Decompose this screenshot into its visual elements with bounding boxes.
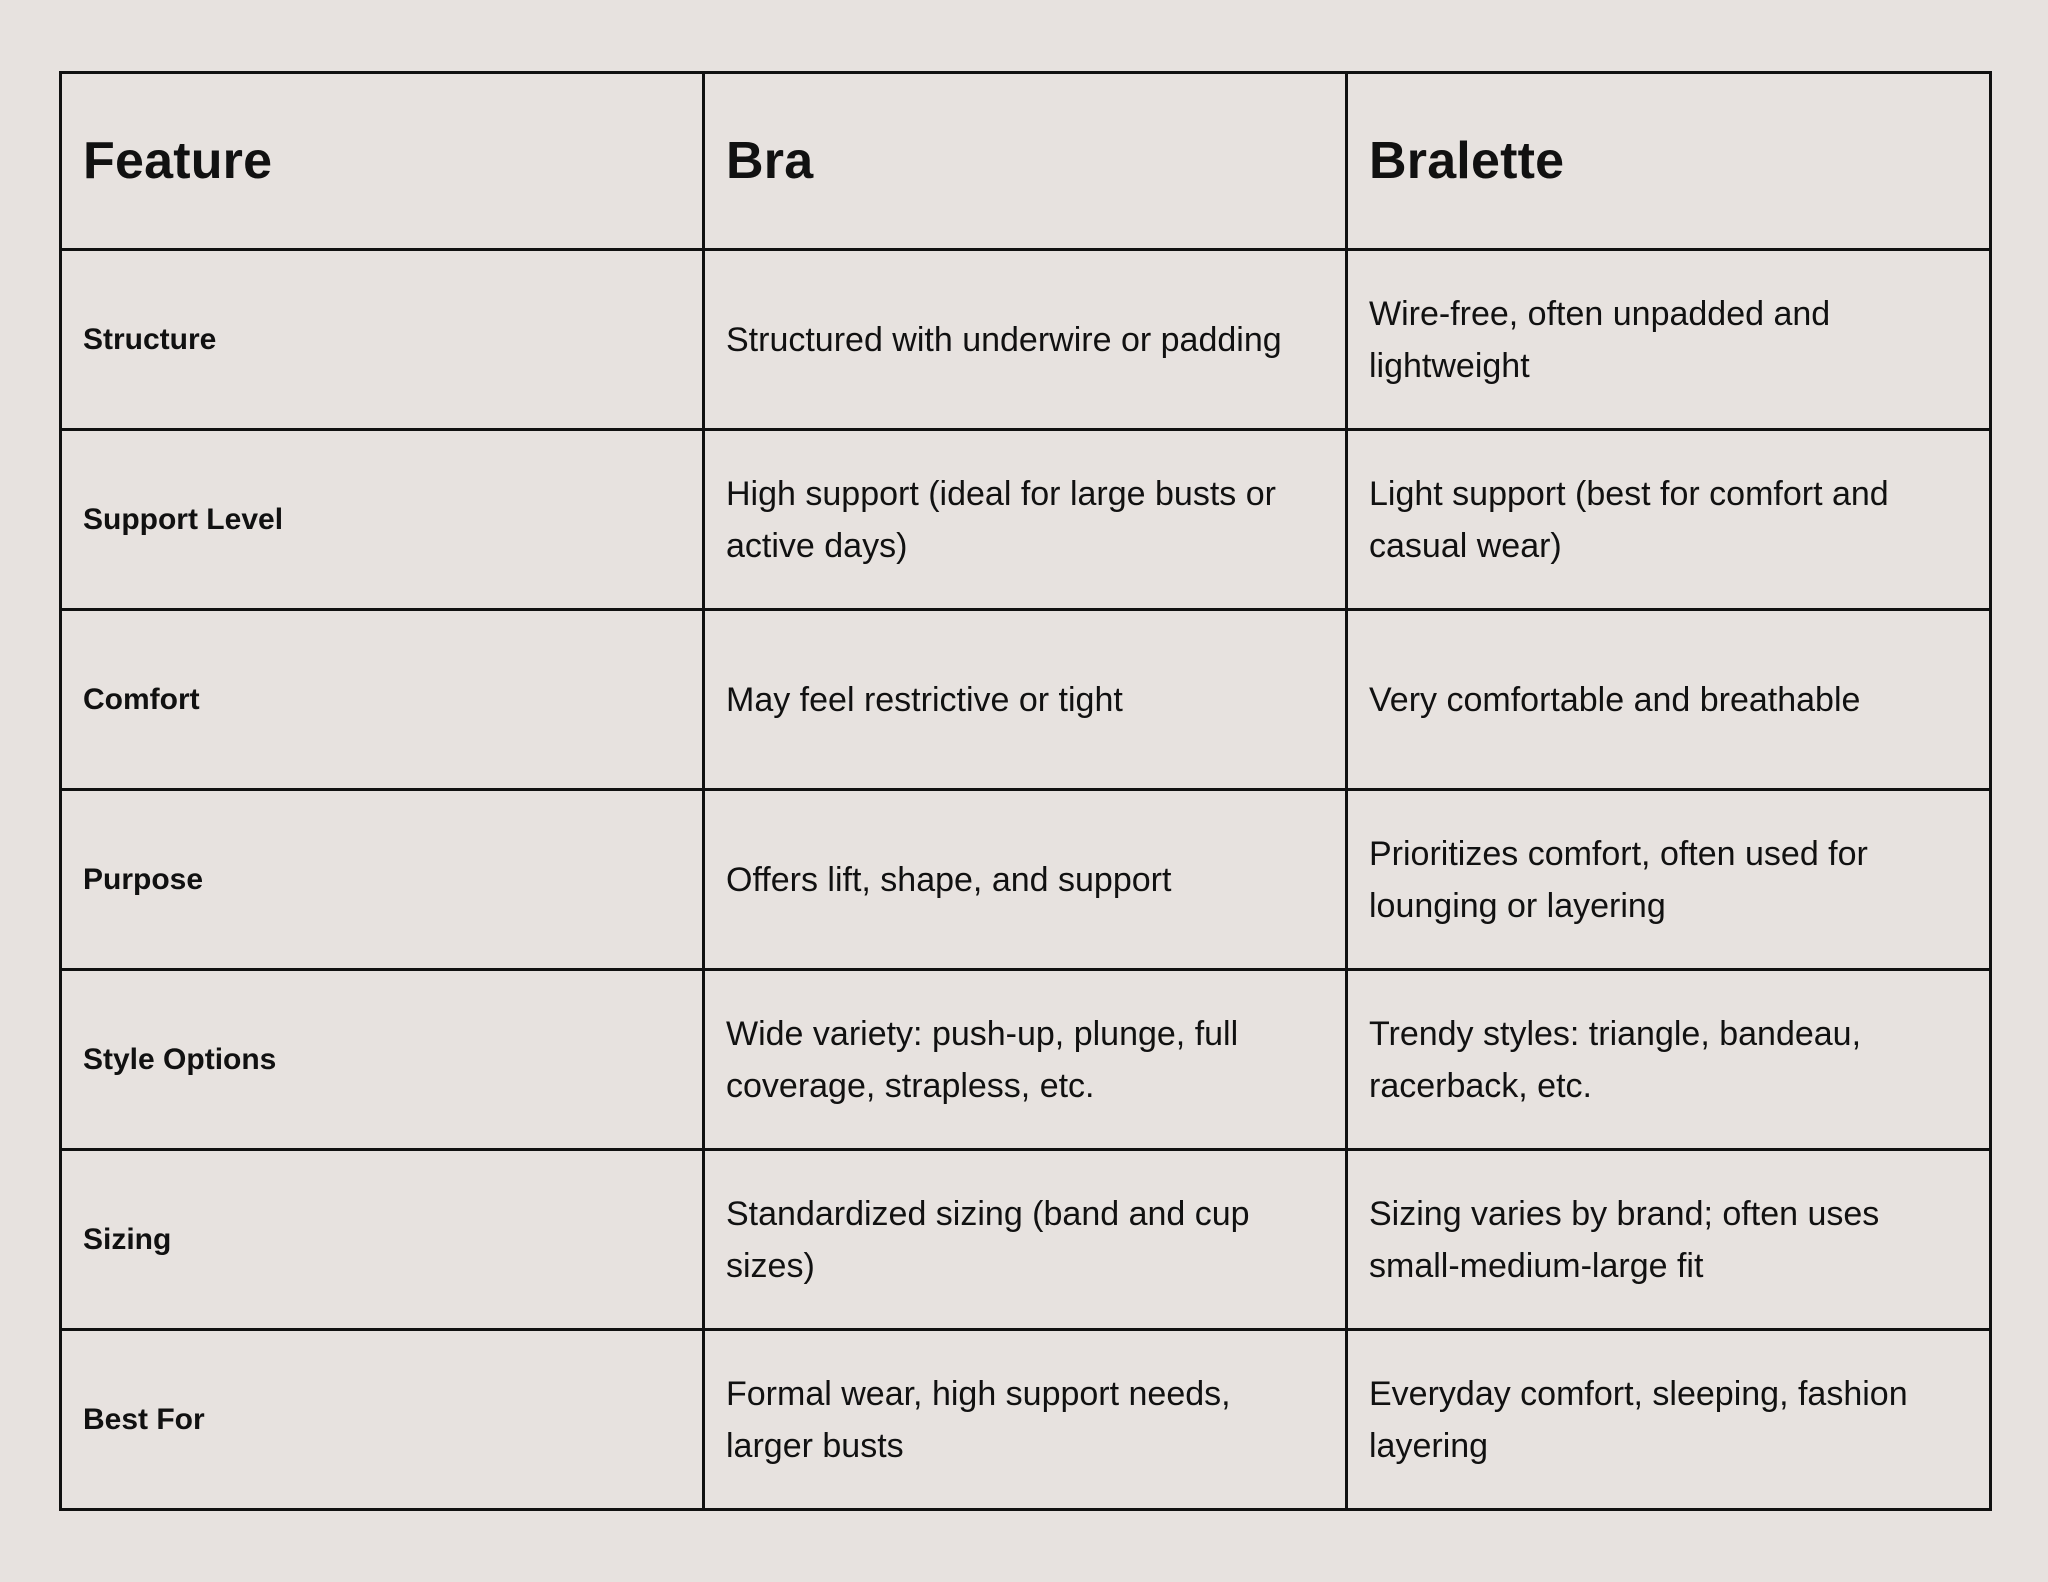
bra-cell: May feel restrictive or tight — [704, 610, 1347, 790]
table-row — [61, 610, 1991, 790]
bra-cell: Structured with underwire or padding — [704, 250, 1347, 430]
bra-cell: Standardized sizing (band and cup sizes) — [704, 1150, 1347, 1330]
feature-cell: Comfort — [61, 610, 704, 790]
header-bralette: Bralette — [1347, 73, 1991, 250]
bra-cell: High support (ideal for large busts or active days) — [704, 430, 1347, 610]
feature-cell: Purpose — [61, 790, 704, 970]
bra-cell: Wide variety: push-up, plunge, full coverage, strapless, etc. — [704, 970, 1347, 1150]
header-feature: Feature — [61, 73, 704, 250]
bralette-cell: Trendy styles: triangle, bandeau, racerback, etc. — [1347, 970, 1991, 1150]
feature-cell: Style Options — [61, 970, 704, 1150]
feature-cell: Sizing — [61, 1150, 704, 1330]
table-row — [61, 1330, 1991, 1510]
header-row — [61, 73, 1991, 250]
bralette-cell: Light support (best for comfort and casual wear) — [1347, 430, 1991, 610]
bra-cell: Offers lift, shape, and support — [704, 790, 1347, 970]
header-bra: Bra — [704, 73, 1347, 250]
table-row — [61, 970, 1991, 1150]
feature-cell: Support Level — [61, 430, 704, 610]
bra-vs-bralette-table — [59, 71, 1992, 1511]
table-row — [61, 430, 1991, 610]
bra-cell: Formal wear, high support needs, larger busts — [704, 1330, 1347, 1510]
table-row — [61, 1150, 1991, 1330]
bralette-cell: Everyday comfort, sleeping, fashion layering — [1347, 1330, 1991, 1510]
table-row — [61, 250, 1991, 430]
feature-cell: Structure — [61, 250, 704, 430]
table-row — [61, 790, 1991, 970]
bralette-cell: Wire-free, often unpadded and lightweight — [1347, 250, 1991, 430]
bralette-cell: Very comfortable and breathable — [1347, 610, 1991, 790]
feature-cell: Best For — [61, 1330, 704, 1510]
bralette-cell: Prioritizes comfort, often used for lounging or layering — [1347, 790, 1991, 970]
bralette-cell: Sizing varies by brand; often uses small-medium-large fit — [1347, 1150, 1991, 1330]
